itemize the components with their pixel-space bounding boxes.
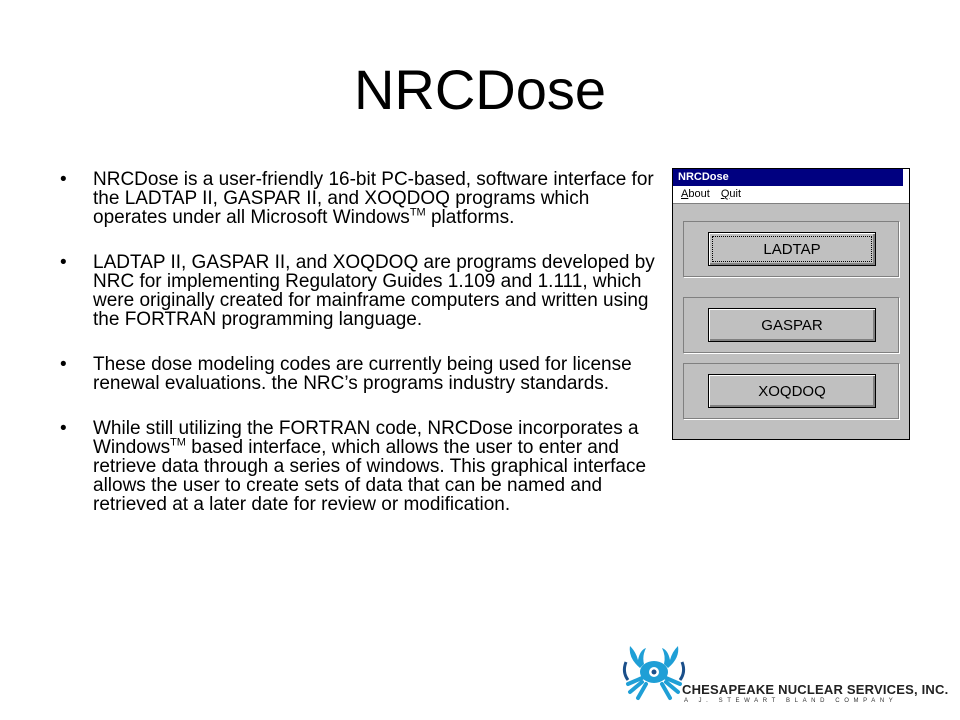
- ladtap-button[interactable]: LADTAP: [708, 232, 876, 266]
- menu-quit[interactable]: Quit: [720, 188, 742, 200]
- bullet-text: NRCDose is a user-friendly 16-bit PC-based, software interface for the LADTAP II, GASPAR II, and XOQDOQ programs which operates under all Microsoft Windows: [93, 169, 654, 228]
- bullet-dot: •: [60, 418, 67, 439]
- gaspar-button[interactable]: GASPAR: [708, 308, 876, 342]
- bullet-text: While still utilizing the FORTRAN code, NRCDose incorporates a Windows: [93, 418, 639, 458]
- menu-about[interactable]: About: [681, 188, 710, 200]
- bullet-text-after: based interface, which allows the user to enter and retrieve data through a series of windows. This graphical interface allows the user to create sets of data that can be named and retrieved at a later date for review or modification.: [93, 437, 647, 515]
- trademark-sup: TM: [170, 436, 186, 449]
- company-logo: [620, 638, 949, 708]
- bullet-item: [60, 170, 660, 227]
- bullet-dot: •: [60, 354, 67, 375]
- trademark-sup: TM: [409, 206, 426, 219]
- crab-logo-icon: [620, 638, 690, 708]
- gaspar-panel: [683, 297, 899, 353]
- slide-title: NRCDose: [353, 58, 607, 121]
- bullet-text: LADTAP II, GASPAR II, and XOQDOQ are programs developed by NRC for implementing Regulatory Guides 1.109 and 1.111, which were originally created for mainframe computers and written using the FORTRAN programming language.: [93, 252, 655, 330]
- xoqdoq-panel: [683, 363, 899, 419]
- bullet-item: [60, 355, 660, 393]
- nrcdose-app-window: [672, 168, 910, 440]
- bullet-text-after: platforms.: [425, 207, 515, 228]
- company-name: CHESAPEAKE NUCLEAR SERVICES, INC.: [682, 682, 949, 697]
- bullet-list: [60, 170, 660, 540]
- window-title-bar[interactable]: NRCDose: [673, 169, 909, 186]
- bullet-dot: •: [60, 252, 67, 273]
- bullet-item: [60, 419, 660, 514]
- company-tagline: A J. STEWART BLAND COMPANY: [684, 698, 898, 704]
- bullet-item: [60, 253, 660, 329]
- bullet-dot: •: [60, 169, 67, 190]
- bullet-text: These dose modeling codes are currently being used for license renewal evaluations. the NRC’s programs industry standards.: [93, 354, 632, 394]
- menu-bar: [673, 186, 909, 204]
- ladtap-panel: [683, 221, 899, 277]
- xoqdoq-button[interactable]: XOQDOQ: [708, 374, 876, 408]
